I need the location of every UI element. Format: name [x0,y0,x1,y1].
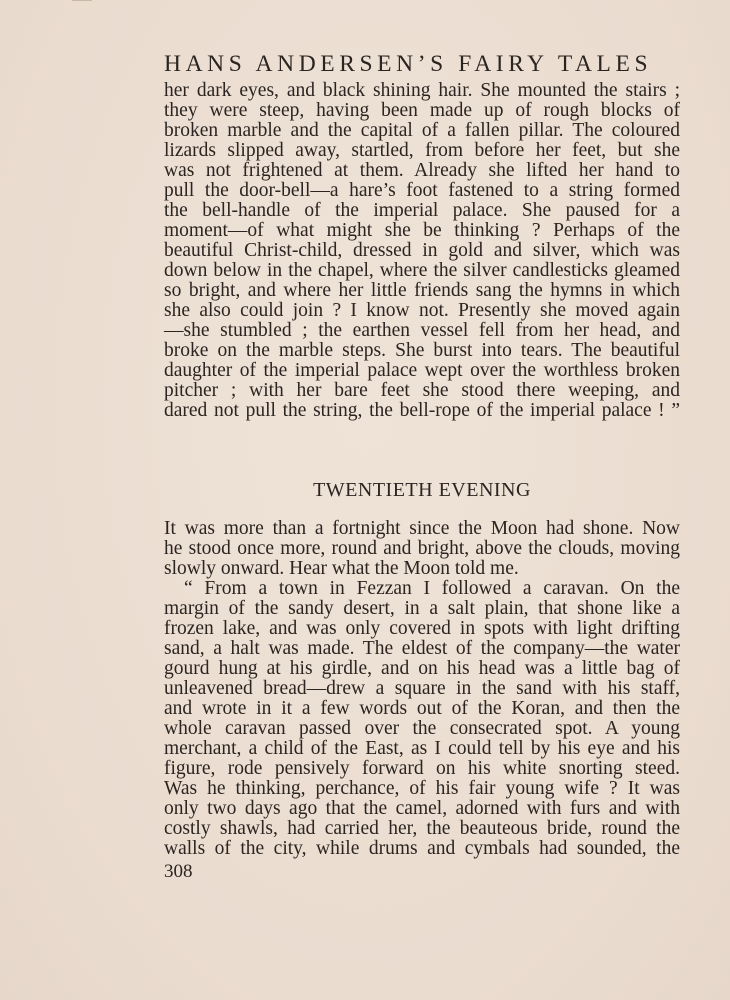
page-edge-mark [72,0,92,1]
text-line: dared not pull the string, the bell-rope of the imperial palace ! ” [164,400,680,421]
text-line: sand, a halt was made. The eldest of the company—the water [164,638,680,659]
text-line: slowly onward. Hear what the Moon told me. [164,558,519,579]
text-line: moment—of what might she be thinking ? Perhaps of the [164,220,680,241]
text-line: margin of the sandy desert, in a salt plain, that shone like a [164,598,680,619]
text-line: lizards slipped away, startled, from before her feet, but she [164,140,680,161]
text-line: the bell-handle of the imperial palace. She paused for a [164,200,680,221]
text-line: broke on the marble steps. She burst into tears. The beautiful [164,340,680,361]
text-line: unleavened bread—drew a square in the sand with his staff, [164,678,680,699]
text-line: her dark eyes, and black shining hair. She mounted the stairs ; [164,80,680,101]
text-line: daughter of the imperial palace wept over the worthless broken [164,360,680,381]
text-line: so bright, and where her little friends sang the hymns in which [164,280,680,301]
text-line: Was he thinking, perchance, of his fair young wife ? It was [164,778,680,799]
text-line: It was more than a fortnight since the Moon had shone. Now [164,518,680,539]
text-line: they were steep, having been made up of rough blocks of [164,100,680,121]
text-line: broken marble and the capital of a fallen pillar. The coloured [164,120,680,141]
running-head: HANS ANDERSEN’S FAIRY TALES [164,51,653,77]
text-line: “ From a town in Fezzan I followed a caravan. On the [184,578,680,599]
section-heading: TWENTIETH EVENING [313,479,531,501]
text-line: pull the door-bell—a hare’s foot fastened to a string formed [164,180,680,201]
text-line: and wrote in it a few words out of the Koran, and then the [164,698,680,719]
text-line: merchant, a child of the East, as I could tell by his eye and his [164,738,680,759]
text-line: pitcher ; with her bare feet she stood there weeping, and [164,380,680,401]
text-line: whole caravan passed over the consecrated spot. A young [164,718,680,739]
text-line: down below in the chapel, where the silver candlesticks gleamed [164,260,680,281]
text-line: figure, rode pensively forward on his white snorting steed. [164,758,680,779]
paragraph-two [164,579,680,859]
text-line: was not frightened at them. Already she lifted her hand to [164,160,680,181]
text-line: beautiful Christ-child, dressed in gold and silver, which was [164,240,680,261]
text-line: costly shawls, had carried her, the beauteous bride, round the [164,818,680,839]
text-line: walls of the city, while drums and cymbals had sounded, the [164,838,680,859]
text-line: gourd hung at his girdle, and on his head was a little bag of [164,658,680,679]
text-line: she also could join ? I know not. Presently she moved again [164,300,680,321]
text-line: frozen lake, and was only covered in spots with light drifting [164,618,680,639]
text-line: he stood once more, round and bright, above the clouds, moving [164,538,680,559]
text-line: only two days ago that the camel, adorned with furs and with [164,798,680,819]
page-number: 308 [164,861,193,882]
top-paragraph [164,81,680,421]
paragraph-one [164,519,680,579]
text-line: —she stumbled ; the earthen vessel fell from her head, and [164,320,680,341]
